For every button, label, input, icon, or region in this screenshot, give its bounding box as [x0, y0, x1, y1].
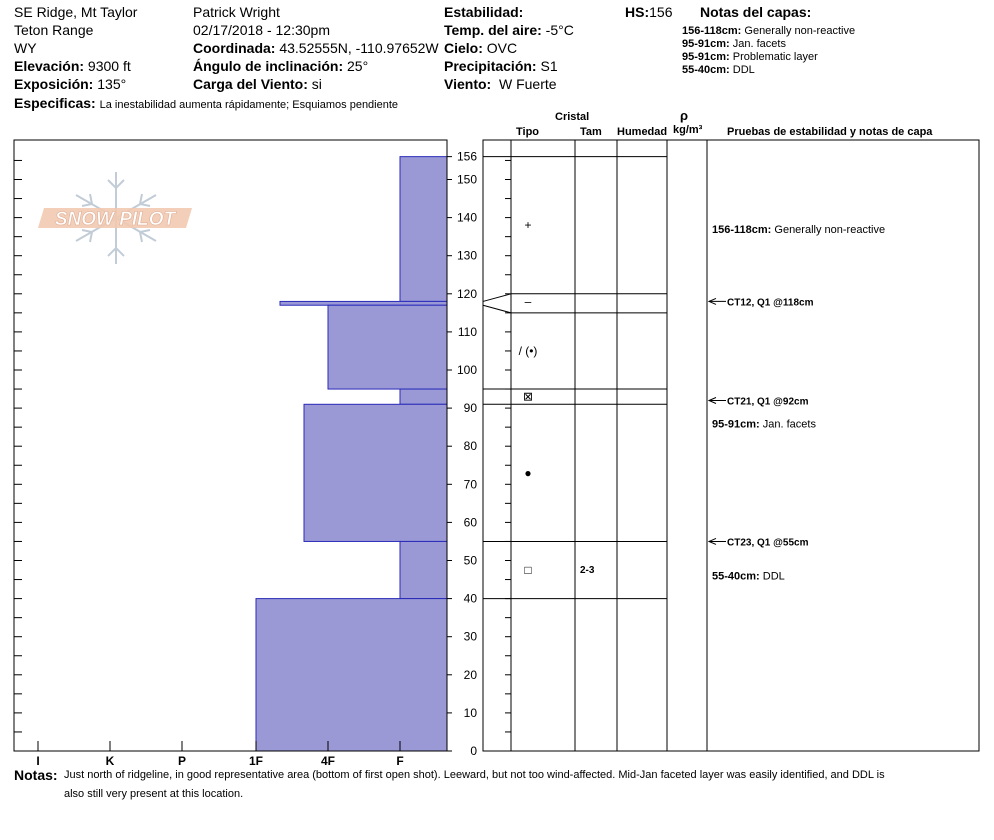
scale-label: 120 [456, 286, 477, 301]
scale-label: 110 [457, 324, 477, 339]
hardness-label: 1F [248, 754, 264, 768]
scale-label: 70 [463, 477, 477, 492]
hardness-label: I [36, 754, 40, 768]
sky: Cielo: OVC [444, 40, 518, 56]
coordinates: Coordinada: 43.52555N, -110.97652W [193, 40, 439, 56]
precipitation: Precipitación: S1 [444, 58, 558, 74]
snowpilot-logo [36, 168, 196, 268]
size-header: Tam [580, 126, 602, 138]
crystal-header: Cristal [555, 111, 590, 123]
air-temp: Temp. del aire: -5°C [444, 22, 574, 38]
scale-label: 156 [456, 149, 477, 164]
scale-label: 20 [463, 667, 477, 682]
scale-label: 140 [456, 210, 477, 225]
layer-connector [483, 305, 511, 313]
scale-label: 90 [463, 401, 477, 416]
layer-comment: 156-118cm: Generally non-reactive [712, 224, 886, 237]
height-scale [447, 140, 477, 758]
scale-label: 130 [456, 248, 477, 263]
hardness-bar [400, 541, 447, 598]
layer-comment: 55-40cm: DDL [712, 570, 785, 583]
scale-label: 10 [463, 705, 477, 720]
layer-note: 156-118cm: Generally non-reactive [682, 25, 856, 37]
crystal-symbols [519, 218, 595, 577]
hardness-bar [304, 404, 447, 541]
crystal-symbol: / (•) [518, 343, 538, 358]
test-label: CT21, Q1 @92cm [727, 396, 809, 408]
wind: Viento: W Fuerte [444, 76, 557, 92]
range: Teton Range [14, 22, 94, 38]
scale-label: 150 [456, 172, 477, 187]
test-label: CT23, Q1 @55cm [727, 537, 809, 549]
wind-load: Carga del Viento: si [193, 76, 322, 92]
hardness-label: P [177, 754, 187, 768]
state: WY [14, 40, 37, 56]
type-header: Tipo [516, 126, 540, 138]
aspect: Exposición: 135° [14, 76, 127, 92]
crystal-size: 2-3 [580, 565, 595, 577]
layer-note: 95-91cm: Jan. facets [682, 38, 786, 50]
left-height-ticks [14, 160, 22, 732]
notes-label: Notas: [14, 767, 58, 783]
scale-label: 0 [470, 744, 477, 758]
hardness-bar [280, 301, 447, 305]
stability-label: Estabilidad: [444, 4, 524, 20]
observer: Patrick Wright [193, 4, 280, 20]
tests-header: Pruebas de estabilidad y notas de capa [727, 126, 933, 138]
scale-label: 40 [463, 591, 477, 606]
hardness-label: F [396, 754, 404, 768]
crystal-symbol: – [524, 294, 532, 309]
specifics: Especificas: La inestabilidad aumenta rápidamente; Esquiamos pendiente [14, 95, 399, 111]
hardness-bar [400, 389, 447, 404]
snow-height: HS:156 [625, 4, 673, 20]
scale-label: 100 [456, 363, 477, 377]
elevation: Elevación: 9300 ft [14, 58, 131, 74]
scale-label: 30 [463, 629, 477, 644]
crystal-symbol: ⊠ [522, 389, 534, 404]
density-symbol: ρ [680, 108, 689, 123]
hardness-label: 4F [320, 754, 336, 768]
test-label: CT12, Q1 @118cm [727, 297, 814, 309]
hardness-bar [256, 599, 447, 751]
datetime: 02/17/2018 - 12:30pm [193, 22, 330, 38]
layer-notes-title: Notas del capas: [700, 4, 812, 20]
hardness-label: K [105, 754, 115, 768]
layer-note: 55-40cm: DDL [682, 64, 755, 76]
notes-line-2: also still very present at this location. [64, 788, 244, 800]
scale-label: 80 [463, 439, 477, 454]
crystal-symbol: ● [524, 465, 532, 480]
layer-comment: 95-91cm: Jan. facets [712, 418, 816, 431]
layer-note: 95-91cm: Problematic layer [682, 51, 818, 63]
scale-label: 60 [463, 515, 477, 530]
hardness-layers [256, 157, 447, 751]
location: SE Ridge, Mt Taylor [14, 4, 138, 20]
crystal-symbol: + [524, 218, 532, 233]
hardness-bar [328, 305, 447, 389]
moisture-header: Humedad [617, 126, 668, 138]
crystal-symbol: □ [524, 563, 532, 578]
hardness-bar [400, 157, 447, 302]
logo-text: SNOW PILOT [54, 209, 176, 230]
layer-connector [483, 294, 511, 302]
density-unit: kg/m³ [673, 124, 703, 136]
slope-angle: Ángulo de inclinación: 25° [193, 58, 369, 74]
notes-line-1: Just north of ridgeline, in good representative area (bottom of first open shot). Leeward, but not too wind-affected. Mid-Jan faceted layer was easily identified, and DDL is [64, 769, 885, 781]
scale-label: 50 [463, 553, 477, 568]
